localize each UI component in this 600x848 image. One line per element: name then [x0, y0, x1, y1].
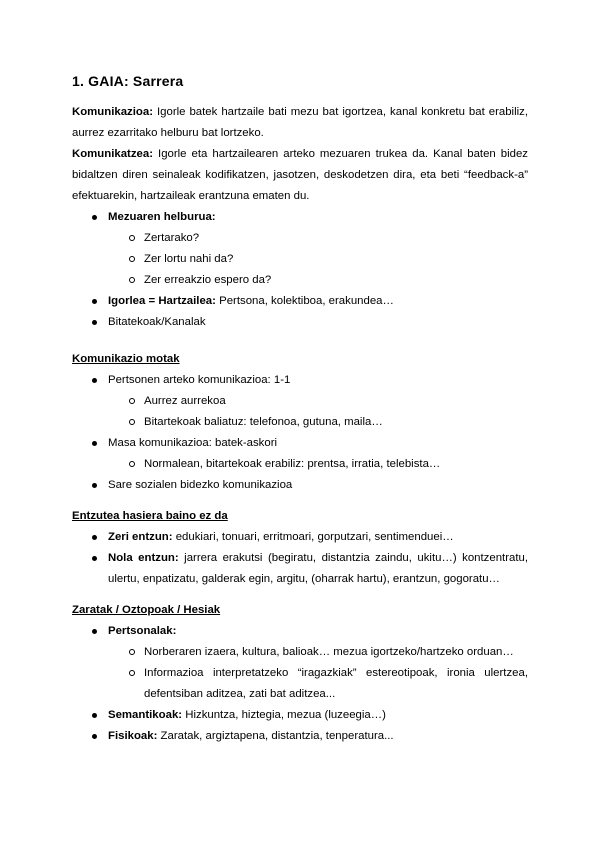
list-item-bold: Pertsonalak:: [108, 625, 177, 637]
sub-list-item: Norberaren izaera, kultura, balioak… mezua igortzeko/hartzeko orduan…: [72, 642, 528, 663]
definition-komunikazioa: [72, 102, 528, 144]
page-title: 1. GAIA: Sarrera: [72, 73, 184, 89]
list-item-text: Sare sozialen bidezko komunikazioa: [108, 479, 293, 491]
definition-text: Igorle batek hartzaile bati mezu bat igortzea, kanal konkretu bat erabiliz, aurrez ezarritako helburu bat lortzeko.: [72, 106, 528, 139]
section-heading-listening: Entzutea hasiera baino ez da: [72, 510, 228, 522]
list-item-bold: Igorlea = Hartzailea:: [108, 295, 216, 307]
list-item: [72, 726, 528, 747]
listening-list: [72, 527, 528, 590]
list-item-bold: Fisikoak:: [108, 730, 158, 742]
list-item: [72, 621, 528, 705]
list-item: [72, 370, 528, 433]
list-item-text: Masa komunikazioa: batek-askori: [108, 437, 278, 449]
list-item-text: edukiari, tonuari, erritmoari, gorputzari, sentimenduei…: [172, 531, 454, 543]
sub-list: [108, 391, 528, 433]
list-item: [72, 527, 528, 548]
section-heading-noise: Zaratak / Oztopoak / Hesiak: [72, 604, 221, 616]
sub-list-item: Zertarako?: [72, 228, 528, 249]
definition-komunikatzea: [72, 144, 528, 207]
intro-list: [72, 207, 528, 333]
list-item: [72, 433, 528, 475]
list-item-text: jarrera erakutsi (begiratu, distantzia zaindu, ukitu…) kontzentratu, ulertu, enpatizatu, galderak egin, argitu, (oharrak hartu), erantzun, gogoratu…: [108, 552, 528, 585]
list-item: [72, 291, 528, 312]
definition-text: Igorle eta hartzailearen arteko mezuaren trukea da. Kanal baten bidez bidaltzen diren seinaleak kodifikatzen, jasotzen, deskodetzen dira, eta beti “feedback-a” efektuarekin, hartzaileak erantzuna ematen du.: [72, 148, 528, 202]
sub-list: [108, 228, 528, 291]
sub-list: [108, 642, 528, 705]
list-item-text: Pertsona, kolektiboa, erakundea…: [215, 295, 394, 307]
list-item: [72, 705, 528, 726]
list-item-bold: Zeri entzun:: [108, 531, 173, 543]
list-item-text: Pertsonen arteko komunikazioa: 1-1: [108, 374, 291, 386]
sub-list: [108, 454, 528, 475]
section-heading-types: Komunikazio motak: [72, 353, 180, 365]
list-item-text: Bitatekoak/Kanalak: [108, 316, 206, 328]
list-item-bold: Mezuaren helburua:: [108, 211, 216, 223]
list-item: [72, 312, 528, 333]
list-item-bold: Nola entzun:: [108, 552, 179, 564]
sub-list-item: Aurrez aurrekoa: [72, 391, 528, 412]
types-list: [72, 370, 528, 496]
list-item: [72, 475, 528, 496]
definition-term: Komunikatzea:: [72, 148, 154, 160]
list-item-text: Hizkuntza, hiztegia, mezua (luzeegia…): [182, 709, 386, 721]
definition-term: Komunikazioa:: [72, 106, 154, 118]
sub-list-item: Zer lortu nahi da?: [72, 249, 528, 270]
list-item-text: Zaratak, argiztapena, distantzia, tenperatura...: [157, 730, 394, 742]
sub-list-item: Informazioa interpretatzeko “iragazkiak” estereotipoak, ironia ulertzea, defentsiban aditzea, zati bat aditzea...: [72, 663, 528, 705]
list-item-bold: Semantikoak:: [108, 709, 183, 721]
sub-list-item: Normalean, bitartekoak erabiliz: prentsa, irratia, telebista…: [72, 454, 528, 475]
list-item: [72, 207, 528, 291]
noise-list: [72, 621, 528, 747]
list-item: [72, 548, 528, 590]
sub-list-item: Zer erreakzio espero da?: [72, 270, 528, 291]
sub-list-item: Bitartekoak baliatuz: telefonoa, gutuna, maila…: [72, 412, 528, 433]
